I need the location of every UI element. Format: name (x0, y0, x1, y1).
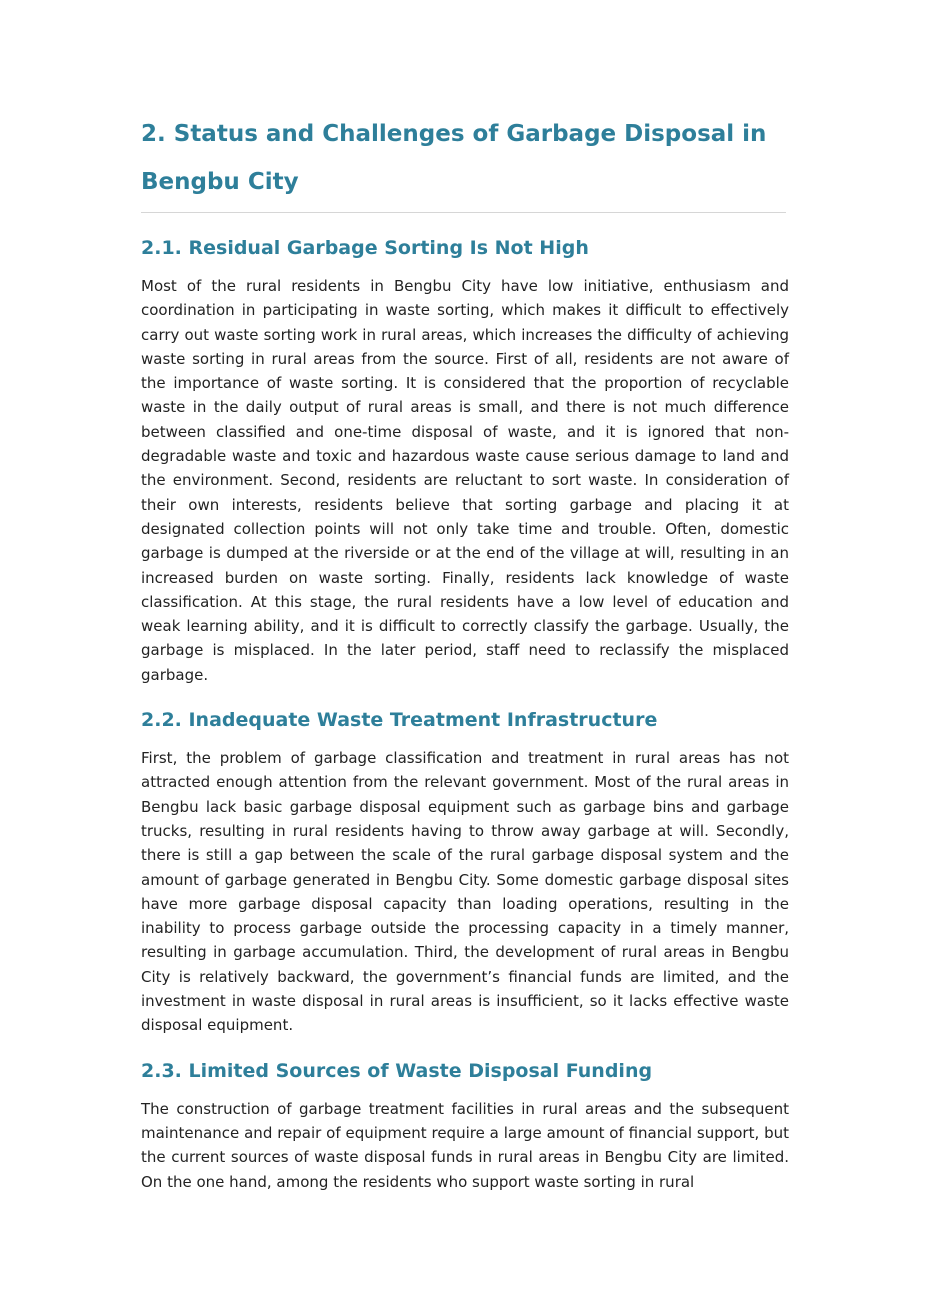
paragraph-2-2: First, the problem of garbage classification and treatment in rural areas has not attracted enough attention from the relevant government. Most of the rural areas in Bengbu lack basic garbage disposal equipment such as garbage bins and garbage trucks, resulting in rural residents having to throw away garbage at will. Secondly, there is still a gap between the scale of the rural garbage disposal system and the amount of garbage generated in Bengbu City. Some domestic garbage disposal sites have more garbage disposal capacity than loading operations, resulting in the inability to process garbage outside the processing capacity in a timely manner, resulting in garbage accumulation. Third, the development of rural areas in Bengbu City is relatively backward, the government’s financial funds are limited, and the investment in waste disposal in rural areas is insufficient, so it lacks effective waste disposal equipment. (141, 749, 789, 1035)
title-divider (141, 212, 786, 213)
paragraph-2-1: Most of the rural residents in Bengbu City have low initiative, enthusiasm and coordination in participating in waste sorting, which makes it difficult to effectively carry out waste sorting work in rural areas, which increases the difficulty of achieving waste sorting in rural areas from the source. First of all, residents are not aware of the importance of waste sorting. It is considered that the proportion of recyclable waste in the daily output of rural areas is small, and there is not much difference between classified and one-time disposal of waste, and it is ignored that non-degradable waste and toxic and hazardous waste cause serious damage to land and the environment. Second, residents are reluctant to sort waste. In consideration of their own interests, residents believe that sorting garbage and placing it at designated collection points will not only take time and trouble. Often, domestic garbage is dumped at the riverside or at the end of the village at will, resulting in an increased burden on waste sorting. Finally, residents lack knowledge of waste classification. At this stage, the rural residents have a low level of education and weak learning ability, and it is difficult to correctly classify the garbage. Usually, the garbage is misplaced. In the later period, staff need to reclassify the misplaced garbage. (141, 277, 789, 684)
subsection-title-2-1: 2.1. Residual Garbage Sorting Is Not High (141, 237, 589, 259)
document-page (141, 110, 789, 1194)
subsection-title-2-3: 2.3. Limited Sources of Waste Disposal Funding (141, 1059, 653, 1082)
section-title: 2. Status and Challenges of Garbage Disposal in Bengbu City (141, 121, 767, 195)
paragraph-2-3: The construction of garbage treatment facilities in rural areas and the subsequent maintenance and repair of equipment require a large amount of financial support, but the current sources of waste disposal funds in rural areas in Bengbu City are limited. On the one hand, among the residents who support waste sorting in rural (141, 1099, 789, 1191)
subsection-title-2-2: 2.2. Inadequate Waste Treatment Infrastructure (141, 709, 658, 732)
